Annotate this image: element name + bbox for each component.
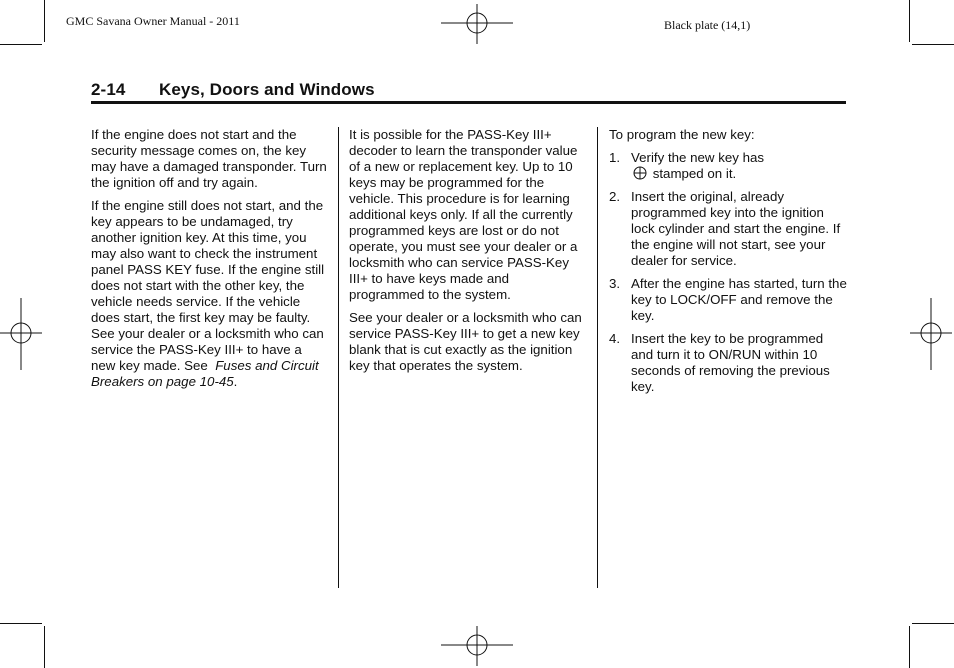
registration-mark-right-icon (910, 298, 952, 370)
paragraph-end: . (233, 374, 238, 389)
text-column-2 (349, 127, 587, 381)
steps-intro: To program the new key: (609, 127, 755, 142)
plate-info-header: Black plate (14,1) (664, 18, 751, 32)
step-number: 3. (609, 276, 621, 291)
section-heading (91, 80, 846, 104)
crop-mark-bottom-right-h (912, 623, 954, 624)
step-number: 1. (609, 150, 621, 165)
crop-mark-top-left-v (44, 0, 45, 42)
crop-mark-top-left-h (0, 44, 42, 45)
registration-mark-top-icon (441, 4, 513, 44)
list-item (609, 189, 849, 269)
passkey-symbol-icon (633, 166, 647, 180)
step-number: 2. (609, 189, 621, 204)
column-divider (338, 127, 339, 588)
registration-mark-left-icon (0, 298, 42, 370)
manual-title-header: GMC Savana Owner Manual - 2011 (66, 14, 240, 28)
paragraph (91, 198, 327, 390)
section-title: Keys, Doors and Windows (159, 80, 375, 99)
cross-reference-link[interactable]: Fuses and Circuit Breakers on page 10-45 (91, 358, 319, 389)
crop-mark-bottom-left-h (0, 623, 42, 624)
crop-mark-bottom-right-v (909, 626, 910, 668)
crop-mark-bottom-left-v (44, 626, 45, 668)
paragraph: It is possible for the PASS-Key III+ decoder to learn the transponder value of a new or replacement key. Up to 10 keys may be programmed for the vehicle. This procedure is for learning additional keys only. If all the currently programmed keys are lost or do not operate, you must see your dealer or a locksmith who can service PASS-Key III+ to have keys made and programmed to the system. (349, 127, 578, 302)
step-text: After the engine has started, turn the key to LOCK/OFF and remove the key. (631, 276, 847, 323)
step-text: Insert the original, already programmed key into the ignition lock cylinder and start the engine. If the engine will not start, see your dealer for service. (631, 189, 841, 268)
section-number: 2-14 (91, 80, 126, 99)
step-number: 4. (609, 331, 621, 346)
text-column-3 (609, 127, 849, 402)
crop-mark-top-right-v (909, 0, 910, 42)
paragraph: If the engine does not start and the security message comes on, the key may have a damaged transponder. Turn the ignition off and try again. (91, 127, 327, 190)
paragraph: See your dealer or a locksmith who can service PASS-Key III+ to get a new key blank that is cut exactly as the ignition key that operates the system. (349, 310, 582, 373)
step-text: Insert the key to be programmed and turn it to ON/RUN within 10 seconds of removing the previous key. (631, 331, 830, 394)
registration-mark-bottom-icon (441, 626, 513, 666)
text-column-1 (91, 127, 327, 397)
crop-mark-top-right-h (912, 44, 954, 45)
paragraph-text: If the engine still does not start, and the key appears to be undamaged, try another ignition key. At this time, you may also want to check the instrument panel PASS KEY fuse. If the engine still does not start with the other key, the vehicle needs service. If the vehicle does start, the first key may be faulty. See your dealer or a locksmith who can service the PASS-Key III+ to have a new key made. See (91, 198, 325, 373)
list-item (609, 331, 849, 395)
list-item (609, 150, 849, 182)
list-item (609, 276, 849, 324)
step-text: Verify the new key has stamped on it. (631, 150, 765, 181)
column-divider (597, 127, 598, 588)
programming-steps-list (609, 150, 849, 395)
